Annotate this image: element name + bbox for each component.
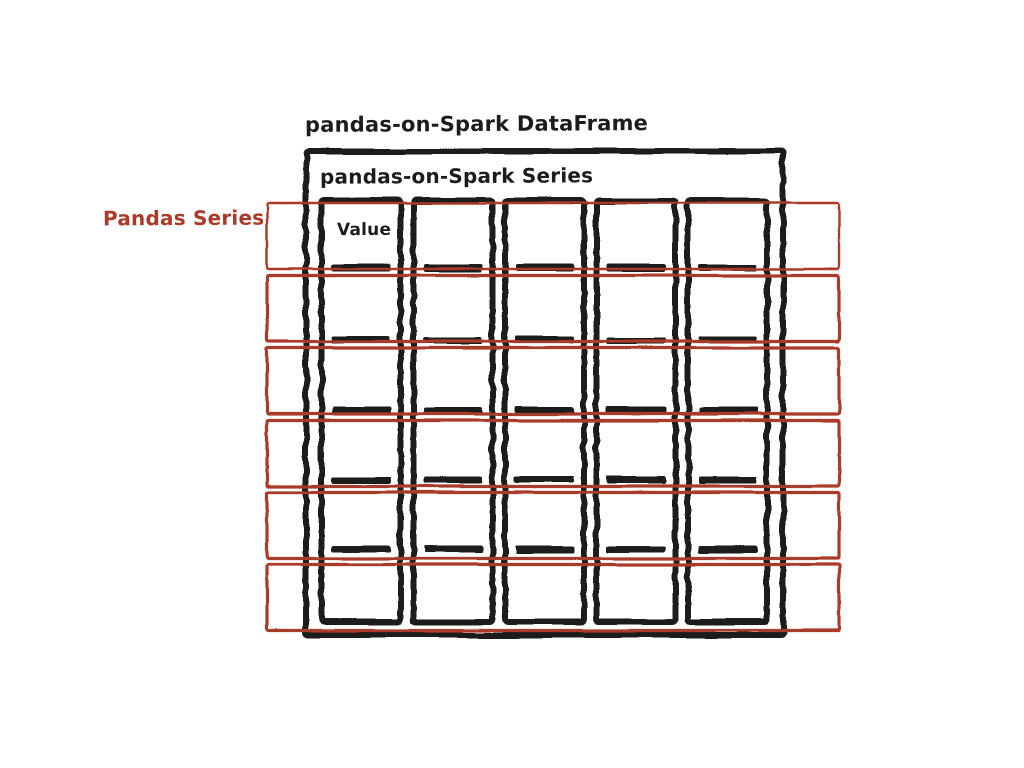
value-mark (698, 477, 757, 484)
pandas-series-row (267, 276, 839, 342)
pandas-series-label: Pandas Series (102, 205, 265, 231)
value-label: Value (336, 219, 392, 241)
value-mark (332, 477, 391, 484)
value-mark (698, 546, 757, 553)
diagram-title: pandas-on-Spark DataFrame (304, 111, 649, 137)
value-mark (515, 477, 574, 484)
value-mark (515, 546, 574, 553)
pandas-series-row (267, 348, 839, 414)
value-mark (424, 477, 483, 484)
value-mark (607, 477, 666, 484)
value-mark (424, 546, 483, 553)
value-mark (607, 546, 666, 553)
pandas-on-spark-series-label: pandas-on-Spark Series (319, 163, 594, 189)
value-mark (332, 546, 391, 553)
